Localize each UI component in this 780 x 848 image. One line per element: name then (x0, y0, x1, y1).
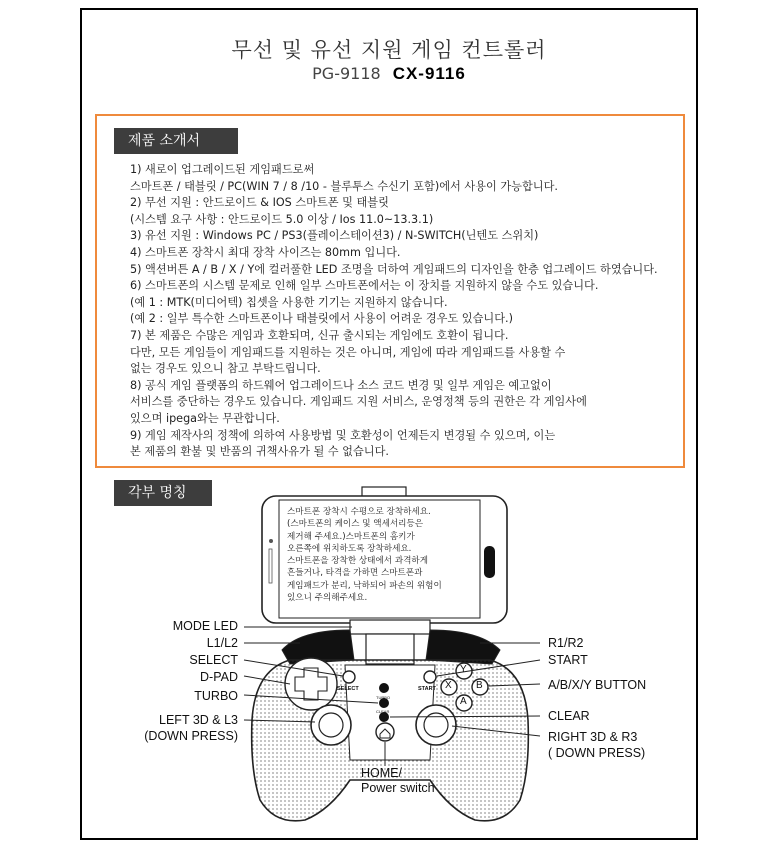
label-r1-r2: R1/R2 (548, 636, 584, 650)
label-abxy: A/B/X/Y BUTTON (548, 678, 647, 692)
intro-line: 본 제품의 환불 및 반품의 귀책사유가 될 수 없습니다. (130, 445, 389, 459)
intro-line: 7) 본 제품은 수많은 게임과 호환되며, 신규 출시되는 게임에도 호환이 됩니다. (130, 328, 509, 342)
label-left-3d-press: (DOWN PRESS) (144, 729, 238, 743)
label-mode-led: MODE LED (172, 619, 238, 633)
intro-line: 1) 새로이 업그레이드된 게임패드로써 (130, 163, 315, 176)
page-title: 무선 및 유선 지원 게임 컨트롤러 (231, 38, 547, 62)
intro-line: 5) 액션버튼 A / B / X / Y에 컬러풀한 LED 조명을 더하여 게임패드의 디자인을 한층 업그레이드 하였습니다. (130, 262, 658, 276)
a-glyph: A (460, 696, 467, 707)
intro-line: 다만, 모든 게임들이 게임패드를 지원하는 것은 아니며, 게임에 따라 게임패드를 사용할 수 (130, 345, 566, 359)
intro-line: (예 2 : 일부 특수한 스마트폰이나 태블릿에서 사용이 어려운 경우도 있습니다.) (130, 312, 513, 326)
label-right-3d-press: ( DOWN PRESS) (548, 746, 646, 760)
intro-heading: 제품 소개서 (114, 128, 238, 154)
label-left-3d: LEFT 3D & L3 (159, 713, 238, 727)
intro-line: 2) 무선 지원 : 안드로이드 & IOS 스마트폰 및 태블릿 (130, 196, 389, 210)
intro-line: (예 1 : MTK(미디어텍) 칩셋을 사용한 기기는 지원하지 않습니다. (130, 295, 448, 309)
phone-note-line: 오른쪽에 위치하도록 장착하세요. (287, 543, 412, 554)
y-glyph: Y (460, 664, 467, 675)
label-right-3d: RIGHT 3D & R3 (548, 730, 638, 744)
intro-line: (시스템 요구 사항 : 안드로이드 5.0 이상 / Ios 11.0~13.3.1) (130, 212, 434, 226)
intro-line: 스마트폰 / 태블릿 / PC(WIN 7 / 8 /10 - 블루투스 수신기 포함)에서 사용이 가능합니다. (130, 179, 558, 193)
label-l1-l2: L1/L2 (206, 636, 238, 650)
model-name: CX-9116 (392, 64, 466, 83)
label-home: HOME/ (361, 766, 402, 780)
intro-line: 9) 게임 제작사의 정책에 의하여 사용방법 및 호환성이 언제든지 변경될 수 있으며, 이는 (130, 428, 556, 442)
phone-note-line: (스마트폰의 케이스 및 액세서리등은 (287, 519, 424, 530)
turbo-tag: TURBO (376, 695, 390, 700)
parts-heading: 각부 명칭 (114, 480, 212, 506)
label-select: SELECT (189, 653, 238, 667)
phone-mount-note (287, 506, 477, 604)
intro-line: 4) 스마트폰 장착시 최대 장착 사이즈는 80mm 입니다. (130, 245, 401, 259)
intro-line: 8) 공식 게임 플랫폼의 하드웨어 업그레이드나 소스 코드 변경 및 일부 게임은 예고없이 (130, 378, 552, 392)
phone-home-key (484, 546, 495, 578)
label-power-switch: Power switch (361, 781, 435, 795)
phone-note-line: 게임패드가 분리, 낙하되어 파손의 위험이 (287, 580, 442, 591)
phone-note-line: 제거해 주세요.)스마트폰의 홈키가 (287, 531, 415, 542)
clear-tag: CLEAR (376, 709, 390, 714)
select-tag: SELECT (337, 686, 359, 692)
start-tag: START (418, 686, 436, 692)
intro-line: 없는 경우도 있으니 참고 부탁드립니다. (130, 362, 321, 376)
label-clear: CLEAR (548, 709, 590, 723)
start-button (424, 671, 436, 683)
phone-note-line: 스마트폰을 장착한 상태에서 과격하게 (287, 556, 429, 567)
label-turbo: TURBO (194, 689, 238, 703)
phone-note-line: 스마트폰 장착시 수평으로 장착하세요. (287, 507, 431, 517)
select-button (343, 671, 355, 683)
intro-line: 있으며 ipega와는 무관합니다. (130, 411, 280, 425)
model-code: PG-9118 (312, 64, 381, 83)
label-start: START (548, 653, 588, 667)
label-dpad: D-PAD (200, 670, 238, 684)
intro-line: 서비스를 중단하는 경우도 있습니다. 게임패드 지원 서비스, 운영정책 등의 권한은 각 게임사에 (130, 395, 587, 409)
phone-note-line: 흔들거나, 타격을 가하면 스마트폰과 (287, 568, 423, 579)
phone-note-line: 있으니 주의해주세요. (287, 593, 368, 604)
intro-line: 3) 유선 지원 : Windows PC / PS3(플레이스테이션3) / N-SWITCH(닌텐도 스위치) (130, 229, 539, 243)
x-glyph: X (445, 680, 452, 691)
intro-line: 6) 스마트폰의 시스템 문제로 인해 일부 스마트폰에서는 이 장치를 지원하지 않을 수도 있습니다. (130, 279, 599, 293)
b-glyph: B (476, 680, 483, 691)
